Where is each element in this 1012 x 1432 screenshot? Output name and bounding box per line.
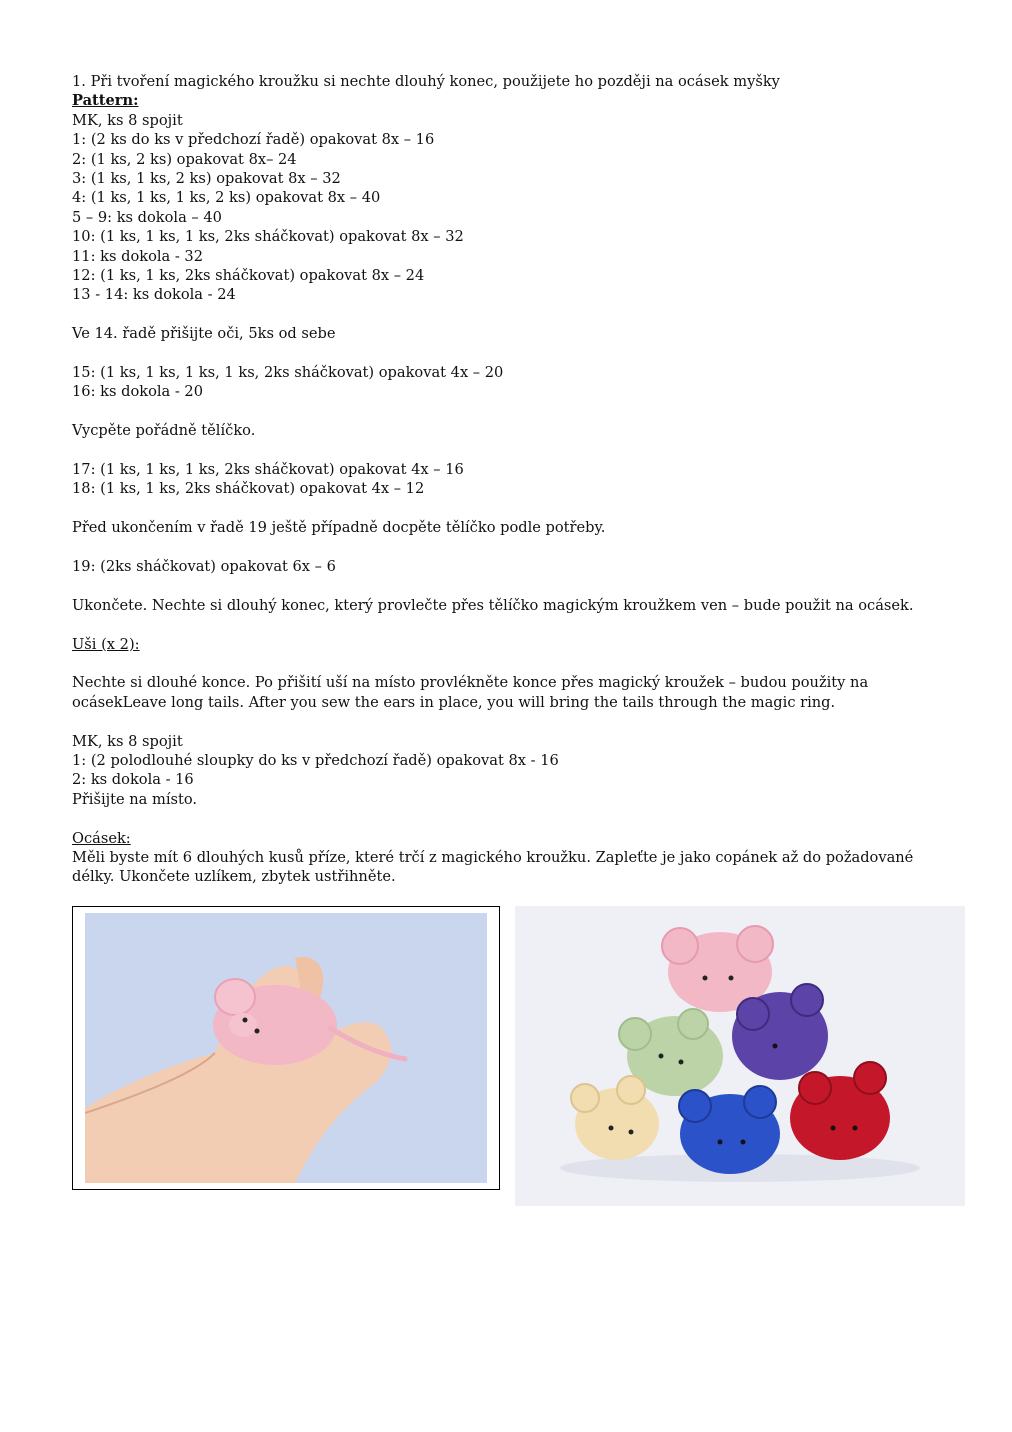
pattern-heading: Pattern: — [72, 92, 139, 110]
ears-row: MK, ks 8 spojit — [72, 732, 183, 750]
pattern-row: 13 - 14: ks dokola - 24 — [72, 286, 236, 304]
intro-text: 1. Při tvoření magického kroužku si nechte dlouhý konec, použijete ho později na ocásek myšky — [72, 73, 780, 90]
finish-note: Ukončete. Nechte si dlouhý konec, který provlečte přes tělíčko magickým kroužkem ven – bude použit na ocásek. — [72, 596, 914, 614]
photo-row — [72, 906, 966, 1206]
pattern-row: MK, ks 8 spojit — [72, 111, 183, 129]
ears-note: Nechte si dlouhé konce. Po přišití uší na místo provlékněte konce přes magický kroužek – budou použity na — [72, 674, 869, 692]
document-body — [72, 72, 942, 887]
pattern-row: 3: (1 ks, 1 ks, 2 ks) opakovat 8x – 32 — [72, 170, 341, 188]
pattern-row: 18: (1 ks, 1 ks, 2ks sháčkovat) opakovat 4x – 12 — [72, 480, 425, 498]
tail-note: délky. Ukončete uzlíkem, zbytek ustřihněte. — [72, 868, 396, 886]
before-end-note: Před ukončením v řadě 19 ještě případně docpěte tělíčko podle potřeby. — [72, 519, 606, 537]
ears-heading: Uši (x 2): — [72, 635, 140, 653]
pattern-row: 15: (1 ks, 1 ks, 1 ks, 1 ks, 2ks sháčkovat) opakovat 4x – 20 — [72, 364, 504, 382]
photo-hand-with-pink-mouse — [72, 906, 500, 1190]
pattern-row: 11: ks dokola - 32 — [72, 247, 204, 265]
pattern-row: 5 – 9: ks dokola – 40 — [72, 208, 222, 226]
pattern-row: 19: (2ks sháčkovat) opakovat 6x – 6 — [72, 558, 336, 576]
pattern-row: 10: (1 ks, 1 ks, 1 ks, 2ks sháčkovat) opakovat 8x – 32 — [72, 228, 464, 246]
ears-row: 2: ks dokola - 16 — [72, 771, 194, 789]
stuff-note: Vycpěte pořádně tělíčko. — [72, 422, 256, 440]
pattern-row: 17: (1 ks, 1 ks, 1 ks, 2ks sháčkovat) opakovat 4x – 16 — [72, 461, 464, 479]
ears-row: 1: (2 polodlouhé sloupky do ks v předchozí řadě) opakovat 8x - 16 — [72, 752, 559, 770]
pattern-row: 12: (1 ks, 1 ks, 2ks sháčkovat) opakovat 8x – 24 — [72, 267, 425, 285]
ears-note: ocásekLeave long tails. After you sew the ears in place, you will bring the tails through the magic ring. — [72, 693, 836, 711]
eyes-note: Ve 14. řadě přišijte oči, 5ks od sebe — [72, 325, 336, 343]
pattern-row: 2: (1 ks, 2 ks) opakovat 8x– 24 — [72, 150, 297, 168]
pattern-row: 16: ks dokola - 20 — [72, 383, 204, 401]
photo-mice-pile — [515, 906, 965, 1210]
tail-note: Měli byste mít 6 dlouhých kusů příze, které trčí z magického kroužku. Zapleťte je jako copánek až do požadované — [72, 849, 914, 867]
ears-row: Přišijte na místo. — [72, 790, 198, 808]
pattern-row: 1: (2 ks do ks v předchozí řadě) opakovat 8x – 16 — [72, 131, 435, 149]
tail-heading: Ocásek: — [72, 829, 131, 847]
pattern-row: 4: (1 ks, 1 ks, 1 ks, 2 ks) opakovat 8x – 40 — [72, 189, 381, 207]
